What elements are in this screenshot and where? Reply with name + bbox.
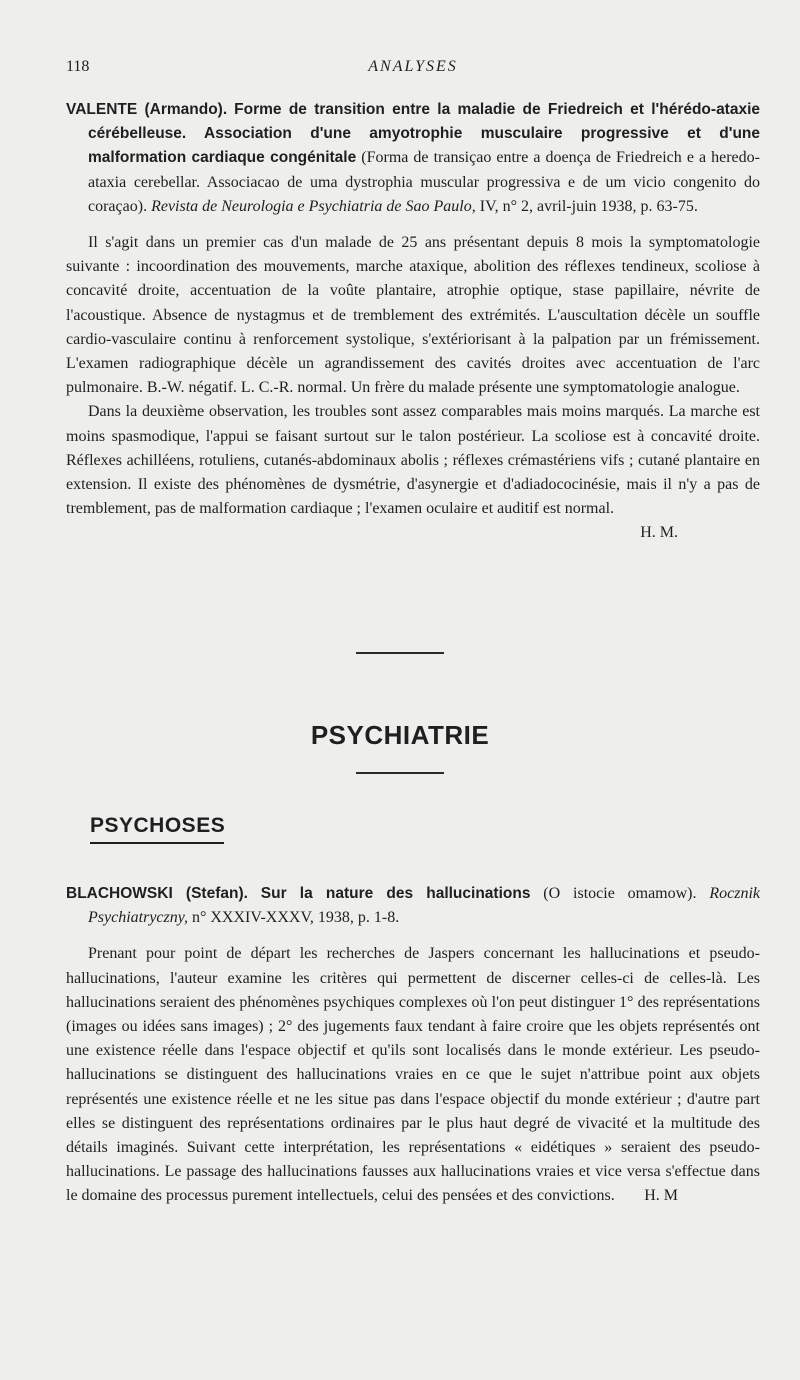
page-number: 118 — [66, 58, 90, 75]
divider-rule — [356, 772, 444, 774]
citation — [66, 882, 760, 930]
journal-name: Rocznik Psychiatryczny, — [88, 885, 761, 927]
review-valente — [66, 98, 760, 545]
reviewer-signature: H. M. — [640, 524, 678, 542]
original-title: (O istocie omamow). — [530, 885, 710, 902]
review-blachowski — [66, 882, 760, 1209]
article-title: Sur la nature des hallucinations — [260, 885, 531, 902]
reviewer-signature: H. M — [644, 1187, 678, 1205]
journal-name: Revista de Neurologia e Psychiatria de Sao Paulo, — [151, 197, 476, 215]
paragraph-text: Prenant pour point de départ les recherches de Jaspers concernant les hallucinations et pseudo-hallucinations, l'auteur examine les critères qui permettent de discerner celles-ci de celles-là. Les hallucinations seraient des phénomènes psychiques complexes où l'on peut distinguer 1° des représentations (images ou idées sans images) ; 2° des jugements faux tendant à faire croire que les objets représentés ont une existence réelle dans l'espace objectif et qu'ils sont localisés dans le monde extérieur. Les pseudo-hallucinations se distinguent des hallucinations vraies en ce que le sujet n'attribue point aux objets représentés une existence réelle et ne les situe pas dans l'espace objectif du monde extérieur ; d'autre part elles se distinguent des représentations ordinaires par le plus haut degré de vivacité et la multitude des détails imaginés. Suivant cette interprétation, les représentations « eidétiques » seraient des pseudo-hallucinations. Le passage des hallucinations fausses aux hallucinations vraies et vice versa s'effectue dans le domaine des processus purement intellectuels, celui des pensées et des convictions. — [66, 945, 760, 1205]
citation — [66, 98, 760, 219]
section-title: PSYCHIATRIE — [310, 720, 490, 750]
journal-reference: IV, n° 2, avril-juin 1938, p. 63-75. — [475, 197, 698, 215]
page-header — [66, 58, 760, 82]
journal-reference: n° XXXIV-XXXV, 1938, p. 1-8. — [187, 909, 400, 927]
subsection-underline — [90, 842, 224, 844]
author: BLACHOWSKI (Stefan). — [66, 885, 248, 902]
divider-rule — [356, 652, 444, 654]
article-title: Forme de transition entre la maladie de Friedreich et l'hérédo-ataxie cérébelleuse. Association d'une amyotrophie musculaire progressive et d'une malformation cardiaque congénitale — [88, 101, 761, 167]
body-paragraph: Il s'agit dans un premier cas d'un malade de 25 ans présentant depuis 8 mois la symptomatologie suivante : incoordination des mouvements, marche ataxique, abolition des réflexes tendineux, scoliose à concavité droite, accentuation de la voûte plantaire, atrophie optique, stase papillaire, névrite de l'acoustique. Absence de nystagmus et de tremblement des extrémités. L'auscultation décèle un souffle cardio-vasculaire continu à renforcement systolique, s'extériorisant à la palpation par un frémissement. L'examen radiographique décèle un agrandissement des cavités droites avec accentuation de l'arc pulmonaire. B.-W. négatif. L. C.-R. normal. Un frère du malade présente une symptomatologie analogue. — [66, 234, 760, 397]
body-paragraph: Dans la deuxième observation, les troubles sont assez comparables mais moins marqués. La marche est moins spasmodique, l'appui se faisant surtout sur le talon postérieur. La scoliose est à concavité droite. Réflexes achilléens, rotuliens, cutanés-abdominaux abolis ; réflexes crémastériens vifs ; cutané plantaire en extension. Il existe des phénomènes de dysmétrie, d'asynergie et d'adiadococinésie, mais il n'y a pas de tremblement, pas de malformation cardiaque ; l'examen oculaire et auditif est normal. — [66, 403, 760, 518]
body-paragraph — [66, 942, 760, 1208]
running-head: ANALYSES — [368, 58, 458, 75]
subsection-title: PSYCHOSES — [90, 814, 226, 837]
original-title: (Forma de transiçao entre a doença de Friedreich e a heredo-ataxia cerebellar. Associacao de uma dystrophia muscular progressiva e de um vicio congenito do coraçao). — [88, 149, 760, 215]
author: VALENTE (Armando). — [66, 101, 228, 118]
